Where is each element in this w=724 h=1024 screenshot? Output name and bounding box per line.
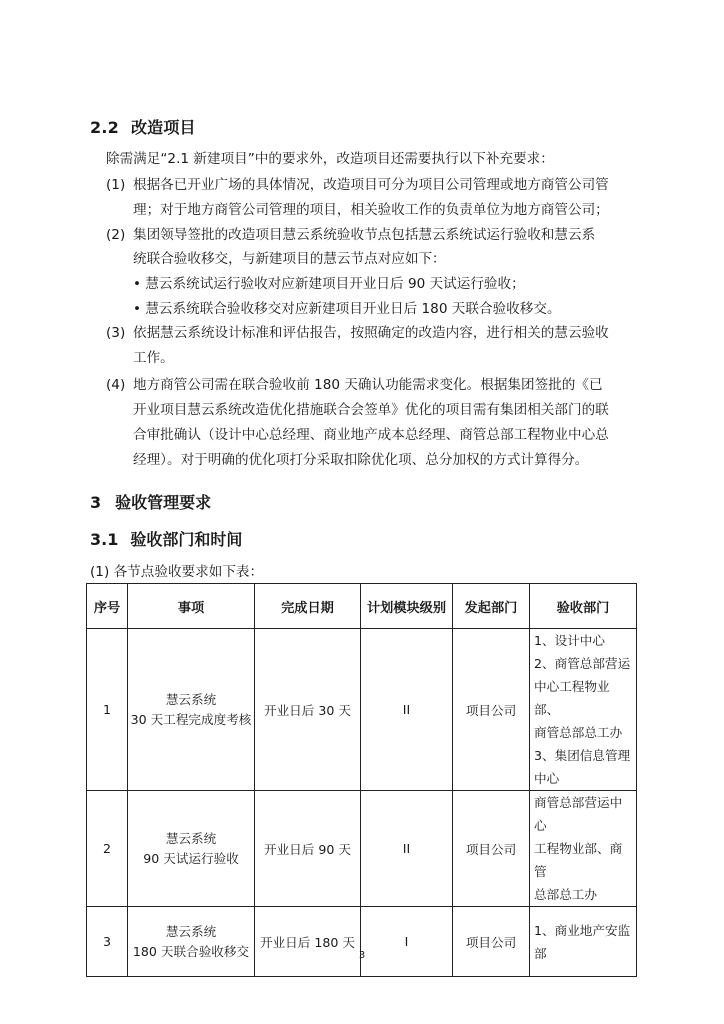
cell-line: 180 天联合验收移交 [132,943,250,959]
initiator-cell: 项目公司 [453,629,530,791]
list-item-line: 依据慧云系统设计标准和评估报告，按照确定的改造内容，进行相关的慧云验收 [133,325,609,341]
cell-line: 2、商管总部营运 [534,656,631,671]
table-intro: (1) 各节点验收要求如下表： [90,564,264,580]
level-cell: II [361,629,453,791]
list-item-line: 合审批确认（设计中心总经理、商业地产成本总经理、商管总部工程物业中心总 [133,427,609,443]
cell-line: 商管总部营运中心 [534,795,623,833]
section-number: 3.1 [90,530,119,549]
section-heading-3-1 [90,527,242,550]
cell-line: 1、设计中心 [534,633,605,648]
date-cell: 开业日后 90 天 [255,791,361,907]
date-cell: 开业日后 30 天 [255,629,361,791]
initiator-cell: 项目公司 [453,907,530,977]
cell-line: 商管总部总工办 [534,725,623,740]
acceptance-table [86,583,637,977]
list-item-line: 经理）。对于明确的优化项打分采取扣除优化项、总分加权的方式计算得分。 [133,452,589,468]
dept-cell [530,907,637,977]
item-cell [128,791,255,907]
section-heading-3 [90,490,211,513]
list-item-line: 开业项目慧云系统改造优化措施联合会签单》优化的项目需有集团相关部门的联 [133,402,609,418]
list-item-line: 工作。 [133,350,174,366]
list-item-line: 地方商管公司需在联合验收前 180 天确认功能需求变化。根据集团签批的《已 [133,377,603,393]
cell-line: 90 天试运行验收 [143,850,239,866]
row-number-cell: 1 [87,629,128,791]
cell-line: 中心工程物业部、 [534,679,610,717]
cell-line: 3、集团信息管理 [534,748,631,763]
column-header: 事项 [128,584,255,629]
list-item-line: 集团领导签批的改造项目慧云系统验收节点包括慧云系统试运行验收和慧云系 [133,227,596,243]
list-item-line: 根据各已开业广场的具体情况，改造项目可分为项目公司管理或地方商管公司管 [133,177,609,193]
date-cell: 开业日后 180 天 [255,907,361,977]
section-title: 验收部门和时间 [130,530,243,549]
row-number-cell: 3 [87,907,128,977]
column-header: 完成日期 [255,584,361,629]
section-title: 改造项目 [130,118,196,137]
table-row [87,907,637,977]
table-row [87,791,637,907]
list-item-line: 理；对于地方商管公司管理的项目，相关验收工作的负责单位为地方商管公司； [133,202,609,218]
cell-line: 中心 [534,771,560,786]
row-number-cell: 2 [87,791,128,907]
item-cell [128,907,255,977]
column-header: 序号 [87,584,128,629]
table-header-row [87,584,637,629]
section-title: 验收管理要求 [115,493,212,512]
page-number: 3 [358,950,366,961]
section-number: 3 [90,493,102,512]
cell-line: 总部总工办 [534,887,597,902]
dept-cell [530,791,637,907]
cell-line: 工程物业部、商管 [534,841,623,879]
list-number: (1) [106,177,126,193]
dept-cell [530,629,637,791]
column-header: 验收部门 [530,584,637,629]
level-cell: I [361,907,453,977]
list-number: (2) [106,227,126,243]
bullet-line: • 慧云系统试运行验收对应新建项目开业日后 90 天试运行验收； [133,276,525,292]
cell-line: 慧云系统 [165,691,217,707]
section-number: 2.2 [90,118,119,137]
list-number: (4) [106,377,126,393]
column-header: 计划模块级别 [361,584,453,629]
table-row [87,629,637,791]
item-cell [128,629,255,791]
section-intro: 除需满足“2.1 新建项目”中的要求外，改造项目还需要执行以下补充要求： [106,151,554,167]
list-number: (3) [106,325,126,341]
cell-line: 1、商业地产安监 [534,922,631,938]
section-heading-2-2 [90,115,196,138]
initiator-cell: 项目公司 [453,791,530,907]
cell-line: 部 [534,945,547,961]
bullet-line: • 慧云系统联合验收移交对应新建项目开业日后 180 天联合验收移交。 [133,301,561,317]
cell-line: 慧云系统 [165,830,217,846]
level-cell: II [361,791,453,907]
list-item-line: 统联合验收移交，与新建项目的慧云节点对应如下： [133,251,446,267]
column-header: 发起部门 [453,584,530,629]
cell-line: 30 天工程完成度考核 [130,711,252,727]
cell-line: 慧云系统 [165,923,217,939]
